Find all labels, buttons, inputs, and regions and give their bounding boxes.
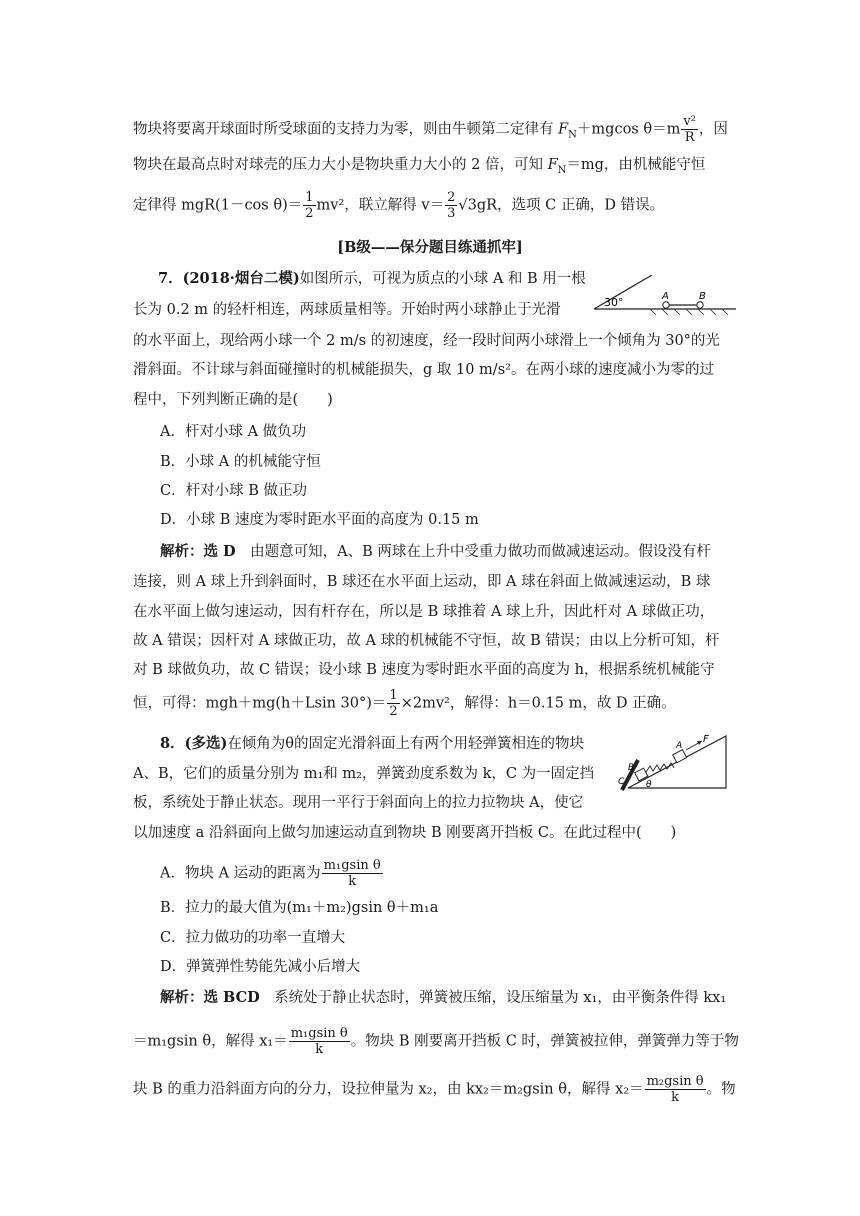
q8-answer-line3: 块 B 的重力沿斜面方向的分力，设拉伸量为 x₂，由 kx₂＝m₂gsin θ，解得 x₂＝ $\frac{\text{m₂gsin θ}}{k}$ 。物	[133, 1074, 736, 1105]
para1-line3: 定律得 mgR(1－cos θ)＝ $\frac{1}{2}$ mv²，联立解得 v＝ $\frac{2}{3}$ √3gR，选项 C 正确，D 错误。	[133, 190, 665, 221]
incline-figure-q7	[590, 275, 740, 315]
fraction: $\frac{1}{2}$	[389, 688, 398, 719]
answer-label: 解析：选 BCD	[160, 989, 260, 1006]
para1-line1	[133, 114, 728, 145]
q8-line3: 板，系统处于静止状态。现用一平行于斜面向上的拉力拉物块 A，使它	[133, 795, 584, 811]
text: ＋mgcos θ＝m	[576, 121, 681, 138]
q7-answer-line5: 对 B 球做负功，故 C 错误；设小球 B 速度为零时距水平面的高度为 h，根据系统机械能守	[133, 662, 715, 678]
svg-text:B: B	[699, 291, 706, 302]
fraction: $\frac{\text{m₁gsin θ}}{k}$	[323, 858, 381, 889]
q8-line4: 以加速度 a 沿斜面向上做匀加速运动直到物块 B 刚要离开挡板 C。在此过程中( )	[133, 825, 677, 841]
q8-option-c: C．拉力做功的功率一直增大	[160, 930, 346, 946]
fraction: $\frac{\text{m₁gsin θ}}{k}$	[290, 1026, 348, 1057]
svg-text:B: B	[628, 763, 635, 773]
q7-line2: 长为 0.2 m 的轻杆相连，两球质量相等。开始时两小球静止于光滑	[133, 302, 561, 318]
svg-text:A: A	[676, 741, 683, 751]
angle-label: 30°	[604, 296, 624, 309]
q8-answer-line1: 解析：选 BCD 系统处于静止状态时，弹簧被压缩，设压缩量为 x₁，由平衡条件得 kx₁	[160, 989, 727, 1006]
fraction: $\frac{\text{m₂gsin θ}}{k}$	[646, 1074, 704, 1105]
q7-answer-line4: 故 A 错误；因杆对 A 球做正功，故 A 球的机械能不守恒，故 B 错误；由以上分析可知，杆	[133, 633, 720, 649]
text: F	[558, 121, 569, 138]
q7-line3: 的水平面上，现给两小球一个 2 m/s 的初速度，经一段时间两小球滑上一个倾角为 30°的光	[133, 333, 720, 349]
text: 物块将要离开球面时所受球面的支持力为零，则由牛顿第二定律有	[133, 121, 559, 138]
q7-answer-line3: 在水平面上做匀速运动，因有杆存在，所以是 B 球推着 A 球上升，因此杆对 A 球做正功，	[133, 604, 715, 620]
subscript: N	[568, 129, 577, 141]
question-number: 7．(2018·烟台二模)	[158, 270, 300, 287]
block-a	[673, 750, 687, 763]
q7-line1: 7．(2018·烟台二模)如图所示，可视为质点的小球 A 和 B 用一根	[158, 270, 586, 287]
q7-option-c: C．杆对小球 B 做正功	[160, 483, 307, 499]
q7-answer-line6: 恒，可得：mgh＋mg(h＋Lsin 30°)＝ $\frac{1}{2}$ ×2mv²，解得：h＝0.15 m，故 D 正确。	[133, 688, 676, 719]
q7-option-d: D．小球 B 速度为零时距水平面的高度为 0.15 m	[160, 512, 479, 528]
q7-line5: 程中，下列判断正确的是( )	[133, 392, 333, 408]
q7-option-b: B．小球 A 的机械能守恒	[160, 454, 321, 470]
para1-line2: 物块在最高点时对球壳的压力大小是物块重力大小的 2 倍，可知 $F_N=mg$，由机械能守恒	[133, 157, 706, 176]
q7-line4: 滑斜面。不计球与斜面碰撞时的机械能损失，g 取 10 m/s²。在两小球的速度减小为零的过	[133, 362, 714, 378]
svg-text:C: C	[618, 777, 625, 787]
spring	[646, 763, 674, 772]
fraction: $\frac{\text{v²}}{R}$	[683, 114, 696, 145]
text: ，因	[698, 121, 728, 138]
q8-option-b: B．拉力的最大值为(m₁＋m₂)gsin θ＋m₁a	[160, 900, 439, 916]
ball-b	[697, 302, 703, 308]
q8-answer-line2: ＝m₁gsin θ，解得 x₁＝ $\frac{\text{m₁gsin θ}}{k}$ 。物块 B 刚要离开挡板 C 时，弹簧被拉伸，弹簧弹力等于物	[133, 1026, 739, 1057]
q7-option-a: A．杆对小球 A 做负功	[160, 424, 307, 440]
svg-text:F: F	[703, 734, 709, 745]
answer-label: 解析：选 D	[160, 543, 236, 560]
section-title: [B级——保分题目练通抓牢]	[337, 239, 523, 256]
q8-line1: 8．(多选)在倾角为θ的固定光滑斜面上有两个用轻弹簧相连的物块	[160, 735, 585, 752]
fraction: $\frac{1}{2}$	[305, 190, 314, 221]
q8-option-a: A．物块 A 运动的距离为 $\frac{\text{m₁gsin θ}}{k}$	[160, 858, 381, 889]
q7-answer-line1: 解析：选 D 由题意可知，A、B 两球在上升中受重力做功而做减速运动。假设没有杆	[160, 543, 711, 560]
fraction: $\frac{2}{3}$	[447, 190, 456, 221]
q7-answer-line2: 连接，则 A 球上升到斜面时，B 球还在水平面上运动，即 A 球在斜面上做减速运动，B 球	[133, 574, 711, 590]
ball-a	[663, 302, 669, 308]
question-number: 8．(多选)	[160, 735, 228, 752]
q8-option-d: D．弹簧弹性势能先减小后增大	[160, 959, 361, 975]
incline-figure-q8	[618, 730, 734, 794]
svg-text:θ: θ	[646, 780, 652, 790]
q8-line2: A、B，它们的质量分别为 m₁和 m₂，弹簧劲度系数为 k，C 为一固定挡	[133, 766, 595, 782]
svg-text:A: A	[662, 291, 669, 302]
